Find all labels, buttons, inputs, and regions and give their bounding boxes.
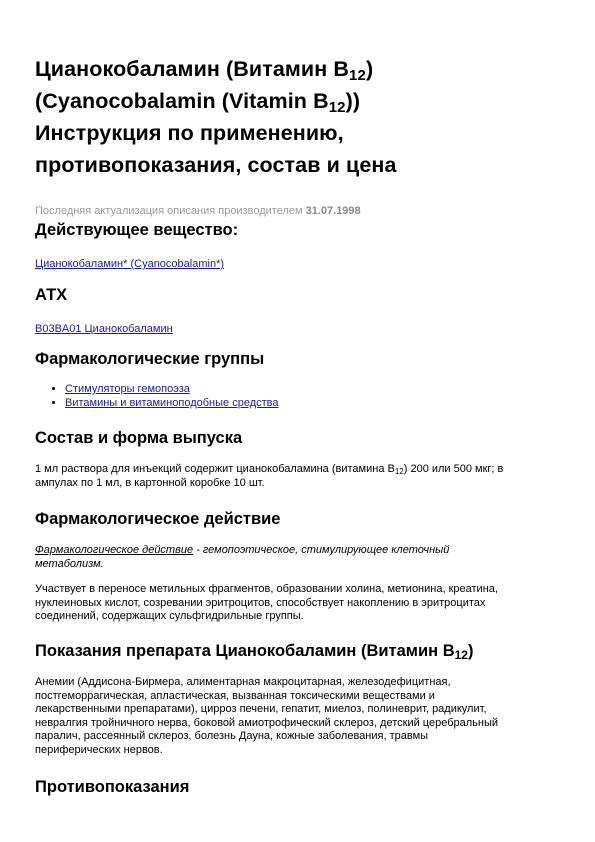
composition-text-part1: 1 мл раствора для инъекций содержит цианокобаламина (витамина B bbox=[35, 463, 395, 475]
pharm-action-body-line3: соединений, содержащих сульфгидрильные группы. bbox=[35, 610, 304, 622]
composition-heading: Состав и форма выпуска bbox=[35, 429, 243, 447]
indications-line: Анемии (Аддисона-Бирмера, алиментарная макроцитарная, железодефицитная, bbox=[35, 676, 451, 688]
title-line1-text: Цианокобаламин (Витамин В bbox=[35, 57, 350, 81]
pharm-group-link-hemopoiesis[interactable]: Стимуляторы гемопоэза bbox=[65, 383, 190, 395]
pharm-action-link[interactable]: Фармакологическое действие bbox=[35, 544, 194, 556]
pharm-action-body bbox=[35, 583, 555, 624]
title-line2-end: )) bbox=[345, 89, 361, 113]
composition-text-line2: ампулах по 1 мл, в картонной коробке 10 шт. bbox=[35, 476, 265, 489]
pharm-action-body-line2: нуклеиновых кислот, созревании эритроцитов, способствует накоплению в эритроцитах bbox=[35, 596, 486, 609]
pharm-groups-heading: Фармакологические группы bbox=[35, 350, 265, 368]
composition-text-part2: ) 200 или 500 мкг; в bbox=[403, 463, 504, 475]
indications-line: паралич, рассеянный склероз, болезнь Дауна, кожные заболевания, травмы bbox=[35, 730, 429, 742]
indications-heading bbox=[35, 640, 555, 662]
list-item bbox=[65, 397, 555, 411]
pharm-action-section bbox=[35, 508, 555, 624]
indications-heading-text: Показания препарата Цианокобаламин (Витамин В bbox=[35, 642, 455, 660]
last-updated-date: 31.07.1998 bbox=[305, 205, 361, 217]
title-line2-text: (Cyanocobalamin (Vitamin B bbox=[35, 89, 329, 113]
page-title bbox=[35, 53, 555, 181]
active-substance-section bbox=[35, 219, 555, 272]
pharm-action-body-line1: Участвует в переносе метильных фрагментов, образовании холина, метионина, креатина, bbox=[35, 583, 498, 595]
title-line-ru bbox=[35, 53, 555, 85]
title-line1-end: ) bbox=[365, 57, 374, 81]
active-substance-link[interactable]: Цианокобаламин* (Cyanocobalamin*) bbox=[35, 258, 225, 270]
atc-heading: АТХ bbox=[35, 286, 68, 304]
contraindications-section bbox=[35, 776, 555, 798]
title-line2-subscript: 12 bbox=[328, 99, 346, 116]
composition-section bbox=[35, 427, 555, 490]
indications-text bbox=[35, 676, 555, 757]
title-line-latin bbox=[35, 85, 555, 117]
atc-section bbox=[35, 284, 555, 337]
indications-heading-subscript: 12 bbox=[454, 648, 468, 662]
pharm-action-summary-rest: - гемопоэтическое, стимулирующее клеточный bbox=[193, 544, 450, 556]
title-line4: противопоказания, состав и цена bbox=[35, 153, 397, 177]
list-item bbox=[65, 383, 555, 397]
indications-line: периферических нервов. bbox=[35, 743, 163, 756]
pharm-groups-list bbox=[35, 383, 555, 410]
contraindications-heading: Противопоказания bbox=[35, 778, 190, 796]
indications-section bbox=[35, 640, 555, 757]
composition-subscript: 12 bbox=[394, 467, 404, 476]
atc-link[interactable]: B03BA01 Цианокобаламин bbox=[35, 323, 173, 335]
pharm-action-heading: Фармакологическое действие bbox=[35, 510, 281, 528]
pharm-action-summary-line2: метаболизм. bbox=[35, 557, 104, 570]
title-line1-subscript: 12 bbox=[349, 67, 366, 84]
indications-line: лекарственными препаратами), цирроз печени, гепатит, миелоз, полиневрит, радикулит, bbox=[35, 703, 487, 715]
active-substance-heading: Действующее вещество: bbox=[35, 221, 239, 239]
pharm-groups-section bbox=[35, 348, 555, 410]
indications-line: невралгия тройничного нерва, боковой амиотрофический склероз, детский церебральный bbox=[35, 716, 499, 729]
indications-heading-end: ) bbox=[467, 642, 474, 660]
pharm-group-link-vitamins[interactable]: Витамины и витаминоподобные средства bbox=[65, 396, 279, 409]
last-updated bbox=[35, 204, 555, 218]
indications-line: постгеморрагическая, апластическая, вызванная токсическими веществами и bbox=[35, 689, 435, 702]
pharm-action-summary bbox=[35, 544, 555, 571]
title-line3: Инструкция по применению, bbox=[35, 121, 344, 145]
composition-text bbox=[35, 463, 555, 490]
last-updated-label: Последняя актуализация описания производителем bbox=[35, 205, 303, 217]
